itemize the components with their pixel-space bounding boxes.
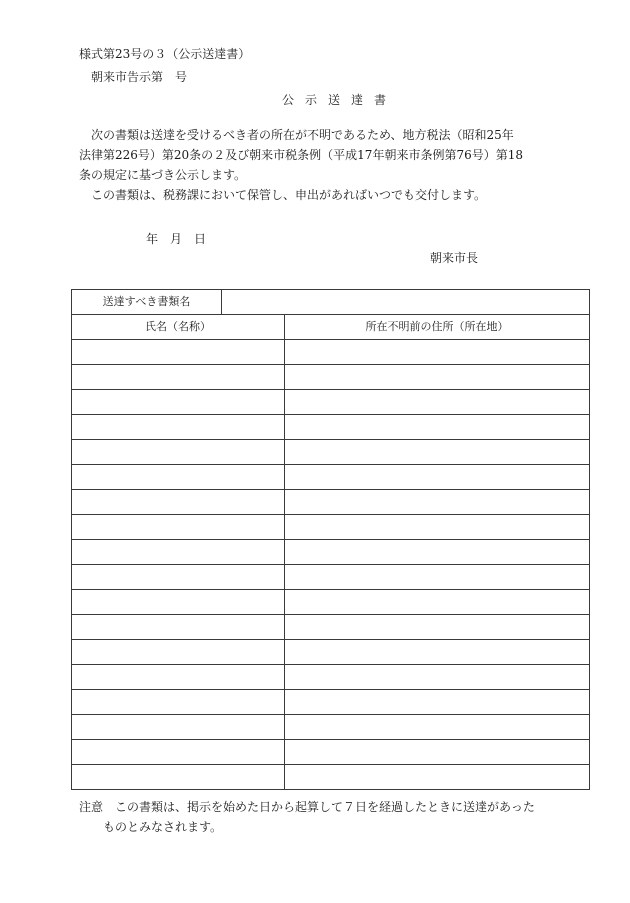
- name-cell: [72, 340, 285, 365]
- address-cell: [285, 640, 590, 665]
- form-number: 様式第23号の３（公示送達書）: [79, 47, 251, 61]
- address-cell: [285, 765, 590, 790]
- table-row: [72, 515, 590, 540]
- paragraph-1-line-3: 条の規定に基づき公示します。: [79, 168, 247, 182]
- address-cell: [285, 665, 590, 690]
- issuer-name: 朝来市長: [430, 251, 479, 265]
- address-cell: [285, 465, 590, 490]
- paragraph-2: この書類は、税務課において保管し、申出があればいつでも交付します。: [79, 188, 487, 202]
- name-cell: [72, 440, 285, 465]
- name-cell: [72, 415, 285, 440]
- address-cell: [285, 740, 590, 765]
- table-row: [72, 765, 590, 790]
- name-cell: [72, 490, 285, 515]
- name-cell: [72, 690, 285, 715]
- table-row: [72, 365, 590, 390]
- table-row: [72, 390, 590, 415]
- name-cell: [72, 740, 285, 765]
- address-cell: [285, 565, 590, 590]
- name-cell: [72, 540, 285, 565]
- address-cell: [285, 715, 590, 740]
- table-row: [72, 490, 590, 515]
- note: [79, 797, 535, 837]
- document-title: 公示送達書: [282, 93, 398, 107]
- address-cell: [285, 340, 590, 365]
- document-name-field: [222, 290, 590, 315]
- note-line-2: ものとみなされます。: [103, 820, 223, 834]
- name-cell: [72, 615, 285, 640]
- name-cell: [72, 465, 285, 490]
- table-row: [72, 440, 590, 465]
- date-line: 年 月 日: [146, 232, 207, 246]
- table-row: [72, 615, 590, 640]
- name-cell: [72, 565, 285, 590]
- column-header-name: 氏名（名称）: [72, 315, 285, 340]
- table-row: [72, 640, 590, 665]
- name-cell: [72, 515, 285, 540]
- address-cell: [285, 590, 590, 615]
- paragraph-1-line-1: 次の書類は送達を受けるべき者の所在が不明であるため、地方税法（昭和25年: [79, 128, 514, 142]
- table-row: [72, 565, 590, 590]
- address-cell: [285, 365, 590, 390]
- table-row: [72, 540, 590, 565]
- table-row: [72, 340, 590, 365]
- name-cell: [72, 365, 285, 390]
- name-cell: [72, 765, 285, 790]
- paragraph-1-line-2: 法律第226号）第20条の２及び朝来市税条例（平成17年朝来市条例第76号）第18: [79, 148, 523, 162]
- recipient-table: [71, 289, 590, 790]
- address-cell: [285, 615, 590, 640]
- address-cell: [285, 390, 590, 415]
- table-row: [72, 415, 590, 440]
- address-cell: [285, 690, 590, 715]
- address-cell: [285, 440, 590, 465]
- table-row: [72, 740, 590, 765]
- name-cell: [72, 590, 285, 615]
- name-cell: [72, 390, 285, 415]
- table-row: [72, 590, 590, 615]
- address-cell: [285, 540, 590, 565]
- table-header-row: [72, 315, 590, 340]
- document-name-row: [72, 290, 590, 315]
- table-row: [72, 465, 590, 490]
- column-header-address: 所在不明前の住所（所在地）: [285, 315, 590, 340]
- table-row: [72, 665, 590, 690]
- table-row: [72, 715, 590, 740]
- address-cell: [285, 415, 590, 440]
- body-text: [79, 125, 599, 205]
- address-cell: [285, 515, 590, 540]
- name-cell: [72, 665, 285, 690]
- name-cell: [72, 715, 285, 740]
- notice-number: 朝来市告示第 号: [91, 70, 188, 84]
- name-cell: [72, 640, 285, 665]
- note-line-1: 注意 この書類は、掲示を始めた日から起算して７日を経過したときに送達があった: [79, 800, 535, 814]
- document-name-label: 送達すべき書類名: [72, 290, 222, 315]
- address-cell: [285, 490, 590, 515]
- table-row: [72, 690, 590, 715]
